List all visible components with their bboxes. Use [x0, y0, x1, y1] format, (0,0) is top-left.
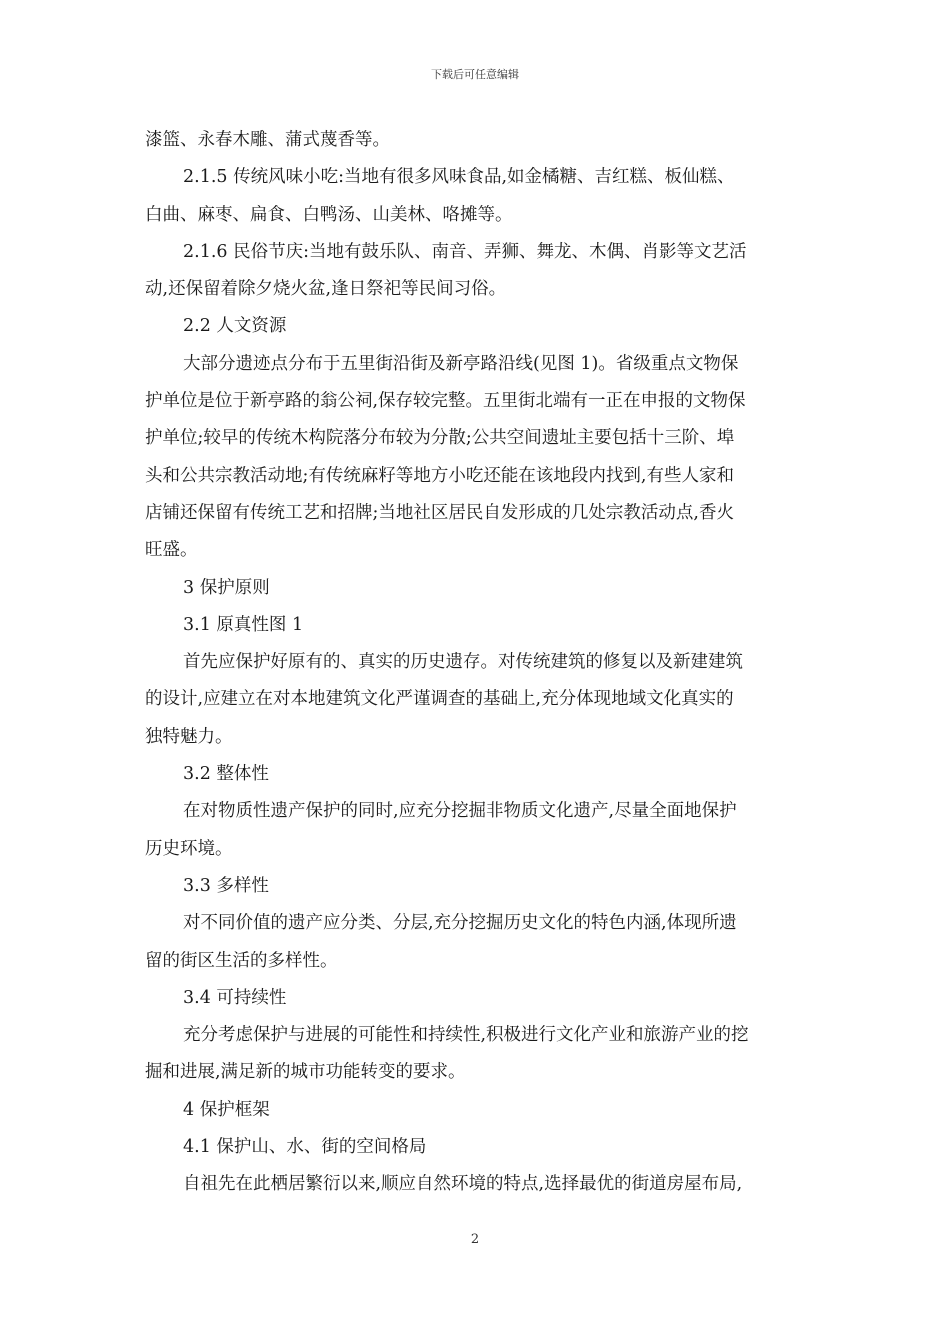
text-line: 3.3 多样性: [183, 875, 269, 896]
text-line: 3.1 原真性图 1: [183, 614, 304, 635]
text-line: 对不同价值的遗产应分类、分层,充分挖掘历史文化的特色内涵,体现所遗: [183, 913, 737, 934]
text-line: 在对物质性遗产保护的同时,应充分挖掘非物质文化遗产,尽量全面地保护: [183, 801, 737, 822]
text-line: 大部分遗迹点分布于五里街沿街及新亭路沿线(见图 1)。省级重点文物保: [183, 353, 739, 374]
text-line: 3 保护原则: [183, 577, 270, 598]
document-body: [145, 122, 810, 1204]
text-line: 护单位;较早的传统木构院落分布较为分散;公共空间遗址主要包括十三阶、埠: [145, 428, 735, 449]
text-line: 护单位是位于新亭路的翁公祠,保存较完整。五里街北端有一正在申报的文物保: [145, 391, 746, 412]
text-line: 3.2 整体性: [183, 764, 269, 785]
page-number: 2: [470, 1232, 480, 1247]
page-header-note: 下载后可任意编辑: [431, 68, 519, 81]
text-line: 漆篮、永春木雕、蒲式蔑香等。: [145, 130, 390, 150]
text-line: 独特魅力。: [145, 726, 233, 747]
text-line: 动,还保留着除夕烧火盆,逢日祭祀等民间习俗。: [145, 279, 507, 300]
text-line: 3.4 可持续性: [183, 987, 287, 1008]
text-line: 掘和进展,满足新的城市功能转变的要求。: [145, 1062, 466, 1083]
text-line: 留的街区生活的多样性。: [145, 950, 338, 971]
text-line: 头和公共宗教活动地;有传统麻籽等地方小吃还能在该地段内找到,有些人家和: [145, 465, 734, 486]
text-line: 旺盛。: [145, 540, 198, 561]
text-line: 充分考虑保护与进展的可能性和持续性,积极进行文化产业和旅游产业的挖: [183, 1025, 749, 1046]
text-line: 的设计,应建立在对本地建筑文化严谨调查的基础上,充分体现地域文化真实的: [145, 689, 734, 710]
text-line: 首先应保护好原有的、真实的历史遗存。对传统建筑的修复以及新建建筑: [183, 652, 743, 673]
text-line: 2.1.6 民俗节庆:当地有鼓乐队、南音、弄狮、舞龙、木偶、肖影等文艺活: [183, 241, 747, 262]
text-line: 白曲、麻枣、扁食、白鸭汤、山美林、咯摊等。: [145, 204, 513, 225]
text-line: 2.1.5 传统风味小吃:当地有很多风味食品,如金橘糖、吉红糕、板仙糕、: [183, 167, 735, 188]
text-line: 历史环境。: [145, 838, 233, 859]
text-line: 4.1 保护山、水、街的空间格局: [183, 1137, 427, 1158]
text-line: 4 保护框架: [183, 1099, 270, 1120]
text-line: 店铺还保留有传统工艺和招牌;当地社区居民自发形成的几处宗教活动点,香火: [145, 502, 734, 523]
text-line: 自祖先在此栖居繁衍以来,顺应自然环境的特点,选择最优的街道房屋布局,: [183, 1174, 743, 1195]
text-line: 2.2 人文资源: [183, 316, 287, 337]
